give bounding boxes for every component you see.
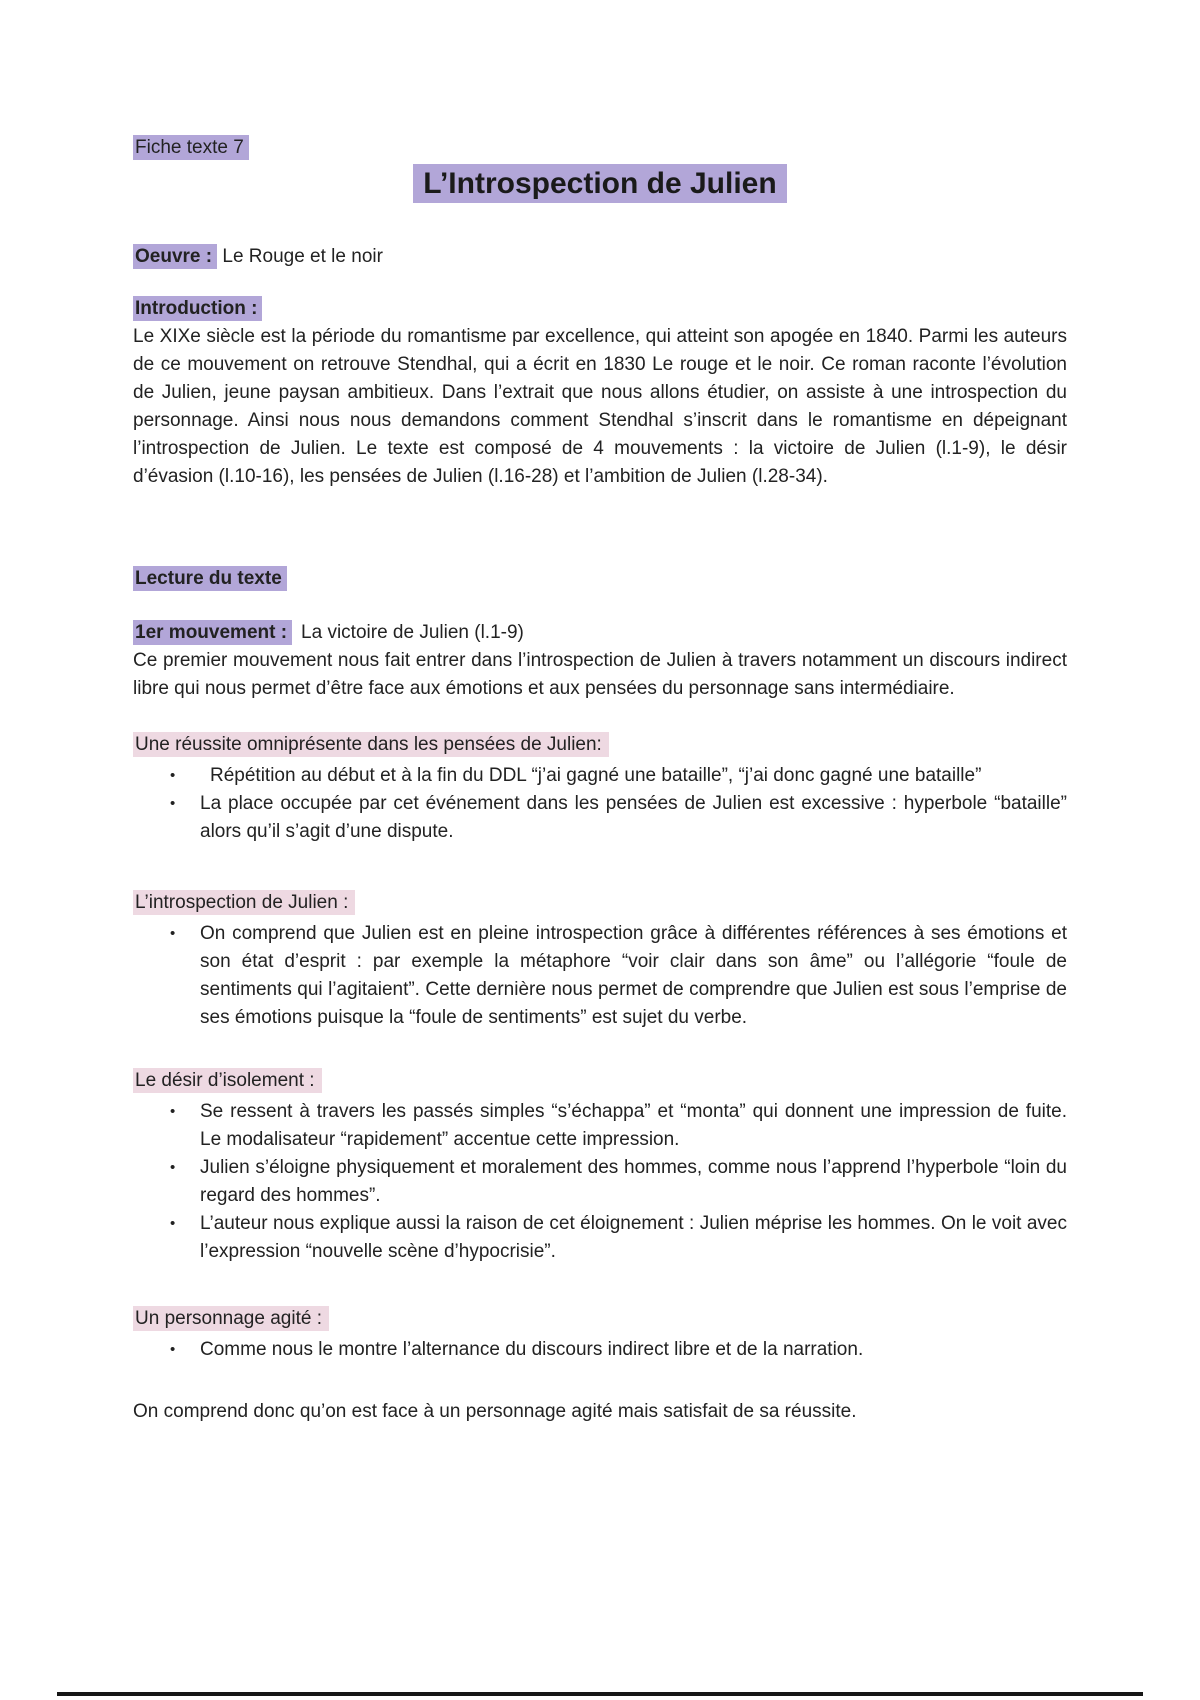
mouvement-paragraph: Ce premier mouvement nous fait entrer dans l’introspection de Julien à travers notamment un discours indirect libre qui nous permet d’être face aux émotions et aux pensées du personnage sans intermédiaire. xyxy=(133,650,1067,699)
introduction-paragraph: Le XIXe siècle est la période du romantisme par excellence, qui atteint son apogée en 1840. Parmi les auteurs de ce mouvement on retrouve Stendhal, qui a écrit en 1830 Le rouge et le noir. Ce roman raconte l’évolution de Julien, jeune paysan ambitieux. Dans l’extrait que nous allons étudier, on assiste à une introspection du personnage. Ainsi nous nous demandons comment Stendhal s’inscrit dans le romantisme en dépeignant l’introspection de Julien. Le texte est composé de 4 mouvements : la victoire de Julien (l.1-9), le désir d’évasion (l.10-16), les pensées de Julien (l.16-28) et l’ambition de Julien (l.28-34). xyxy=(133,326,1067,487)
bullet-text: La place occupée par cet événement dans les pensées de Julien est excessive : hyperbole “bataille” alors qu’il s’agit d’une dispute. xyxy=(200,793,1067,842)
page-label: Fiche texte 7 xyxy=(133,135,249,160)
list-item xyxy=(133,762,1067,790)
section-heading: Le désir d’isolement : xyxy=(133,1068,322,1093)
section-reussite xyxy=(133,731,1067,846)
bullet-list xyxy=(133,762,1067,846)
oeuvre-label: Oeuvre : xyxy=(133,244,217,269)
bullet-icon: • xyxy=(170,1341,176,1358)
section-heading-row xyxy=(133,1067,1067,1095)
bullet-icon: • xyxy=(170,925,176,942)
list-item xyxy=(133,1098,1067,1154)
mouvement-subtitle: La victoire de Julien (l.1-9) xyxy=(301,622,524,643)
bullet-text: On comprend que Julien est en pleine introspection grâce à différentes références à ses émotions et son état d’esprit : par exemple la métaphore “voir clair dans son âme” ou l’allégorie “foule de sentiments qui l’agitaient”. Cette dernière nous permet de comprendre que Julien est sous l’emprise de ses émotions puisque la “foule de sentiments” est sujet du verbe. xyxy=(200,923,1067,1028)
lecture-heading-row xyxy=(133,565,1067,593)
doc-title: L’Introspection de Julien xyxy=(413,164,786,203)
page-bottom-rule xyxy=(57,1692,1143,1696)
bullet-icon: • xyxy=(170,1159,176,1176)
document-content xyxy=(133,134,1067,1426)
doc-title-row xyxy=(133,162,1067,206)
bullet-text: Comme nous le montre l’alternance du discours indirect libre et de la narration. xyxy=(200,1339,864,1360)
bullet-list xyxy=(133,920,1067,1032)
section-agite xyxy=(133,1305,1067,1364)
oeuvre-row xyxy=(133,243,1067,271)
oeuvre-value: Le Rouge et le noir xyxy=(222,246,383,267)
section-heading-row xyxy=(133,731,1067,759)
list-item xyxy=(133,920,1067,1032)
section-heading-row xyxy=(133,889,1067,917)
section-heading: L’introspection de Julien : xyxy=(133,890,355,915)
mouvement-heading: 1er mouvement : xyxy=(133,620,292,645)
section-heading-row xyxy=(133,1305,1067,1333)
section-heading: Un personnage agité : xyxy=(133,1306,329,1331)
section-isolement xyxy=(133,1067,1067,1266)
introduction-heading-row xyxy=(133,295,1067,323)
bullet-icon: • xyxy=(170,795,176,812)
bullet-icon: • xyxy=(170,1215,176,1232)
list-item xyxy=(133,1336,1067,1364)
section-heading: Une réussite omniprésente dans les pensées de Julien: xyxy=(133,732,609,757)
bullet-text: L’auteur nous explique aussi la raison de cet éloignement : Julien méprise les hommes. On le voit avec l’expression “nouvelle scène d’hypocrisie”. xyxy=(200,1213,1067,1262)
bullet-icon: • xyxy=(170,767,176,784)
list-item xyxy=(133,1154,1067,1210)
bullet-text: Se ressent à travers les passés simples “s’échappa” et “monta” qui donnent une impression de fuite. Le modalisateur “rapidement” accentue cette impression. xyxy=(200,1101,1067,1150)
page-label-row xyxy=(133,134,1067,162)
lecture-heading: Lecture du texte xyxy=(133,566,287,591)
section-introspection xyxy=(133,889,1067,1032)
bullet-text: Julien s’éloigne physiquement et moralement des hommes, comme nous l’apprend l’hyperbole “loin du regard des hommes”. xyxy=(200,1157,1067,1206)
bullet-list xyxy=(133,1336,1067,1364)
list-item xyxy=(133,790,1067,846)
bullet-icon: • xyxy=(170,1103,176,1120)
mouvement-heading-row xyxy=(133,619,1067,647)
list-item xyxy=(133,1210,1067,1266)
bullet-list xyxy=(133,1098,1067,1266)
introduction-heading: Introduction : xyxy=(133,296,262,321)
bullet-text: Répétition au début et à la fin du DDL “j’ai gagné une bataille”, “j’ai donc gagné une bataille” xyxy=(210,765,982,786)
conclusion-text: On comprend donc qu’on est face à un personnage agité mais satisfait de sa réussite. xyxy=(133,1401,857,1422)
